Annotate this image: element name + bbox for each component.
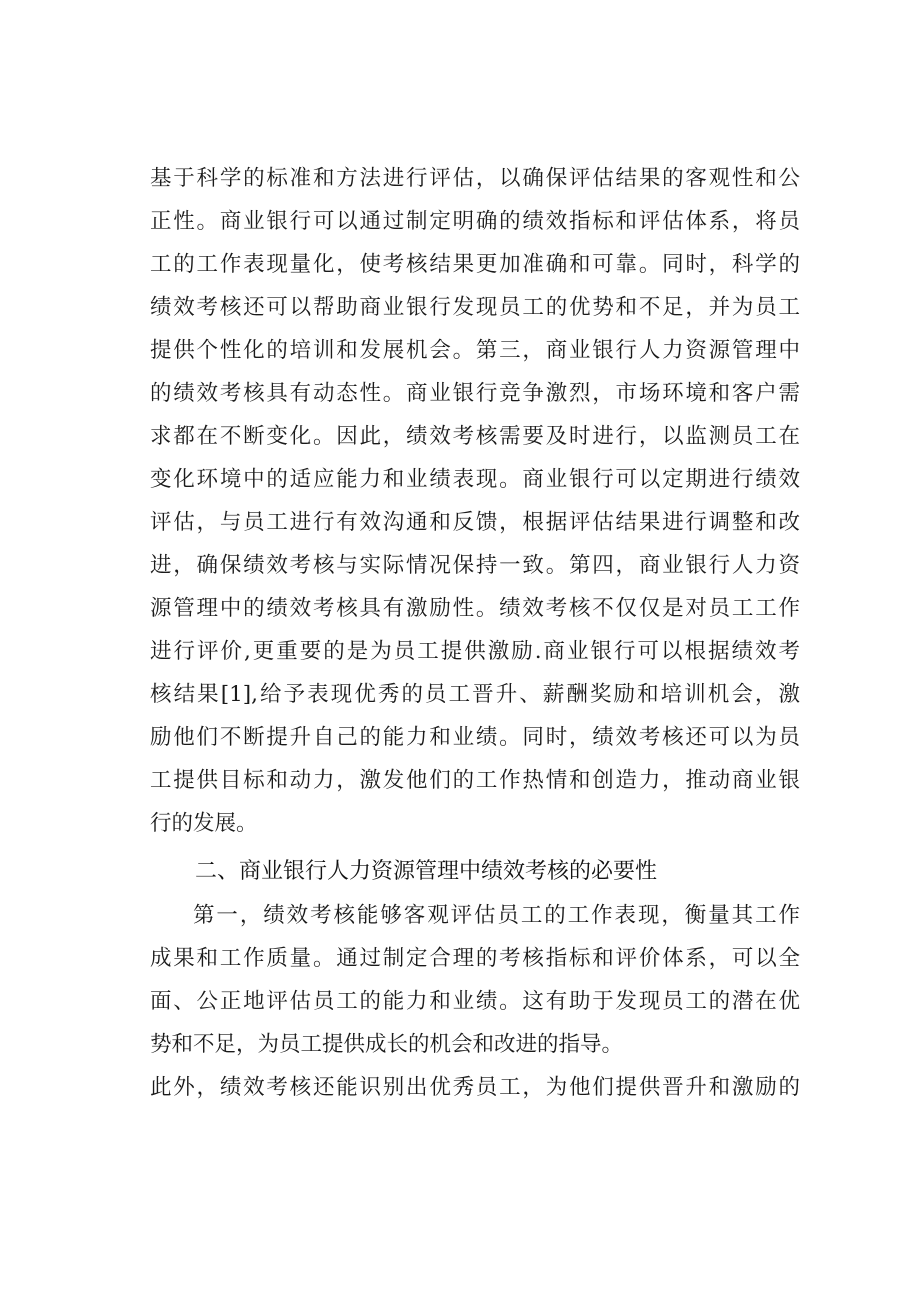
body-text-line: 势和不足，为员工提供成长的机会和改进的指导。 xyxy=(150,1032,624,1057)
section-heading: 二、商业银行人力资源管理中绩效考核的必要性 xyxy=(195,859,658,884)
body-text-line: 核结果[1],给予表现优秀的员工晋升、薪酬奖励和培训机会，激 xyxy=(150,682,800,707)
body-text-line: 提供个性化的培训和发展机会。第三，商业银行人力资源管理中 xyxy=(150,338,800,363)
body-text-line: 成果和工作质量。通过制定合理的考核指标和评价体系，可以全 xyxy=(150,946,800,971)
body-text-line: 工提供目标和动力，激发他们的工作热情和创造力，推动商业银 xyxy=(150,768,800,793)
body-text-line: 面、公正地评估员工的能力和业绩。这有助于发现员工的潜在优 xyxy=(150,989,800,1014)
body-text-line: 评估，与员工进行有效沟通和反馈，根据评估结果进行调整和改 xyxy=(150,510,800,535)
body-text-line: 变化环境中的适应能力和业绩表现。商业银行可以定期进行绩效 xyxy=(150,467,800,492)
body-text-line: 绩效考核还可以帮助商业银行发现员工的优势和不足，并为员工 xyxy=(150,295,800,320)
body-text-line: 进行评价,更重要的是为员工提供激励.商业银行可以根据绩效考 xyxy=(150,639,800,664)
body-text-line: 源管理中的绩效考核具有激励性。绩效考核不仅仅是对员工工作 xyxy=(150,596,800,621)
body-text-line: 的绩效考核具有动态性。商业银行竞争激烈，市场环境和客户需 xyxy=(150,381,800,406)
body-text-line: 励他们不断提升自己的能力和业绩。同时，绩效考核还可以为员 xyxy=(150,725,800,750)
body-text-line: 求都在不断变化。因此，绩效考核需要及时进行，以监测员工在 xyxy=(150,424,800,449)
body-text-line: 基于科学的标准和方法进行评估，以确保评估结果的客观性和公 xyxy=(150,166,800,191)
body-text-line: 第一，绩效考核能够客观评估员工的工作表现，衡量其工作 xyxy=(193,903,800,928)
body-text-line: 进，确保绩效考核与实际情况保持一致。第四，商业银行人力资 xyxy=(150,553,800,578)
body-text-line: 工的工作表现量化，使考核结果更加准确和可靠。同时，科学的 xyxy=(150,252,800,277)
body-text-line: 此外，绩效考核还能识别出优秀员工，为他们提供晋升和激励的 xyxy=(150,1075,800,1100)
body-text-line: 正性。商业银行可以通过制定明确的绩效指标和评估体系，将员 xyxy=(150,209,800,234)
body-text-line: 行的发展。 xyxy=(150,811,258,836)
